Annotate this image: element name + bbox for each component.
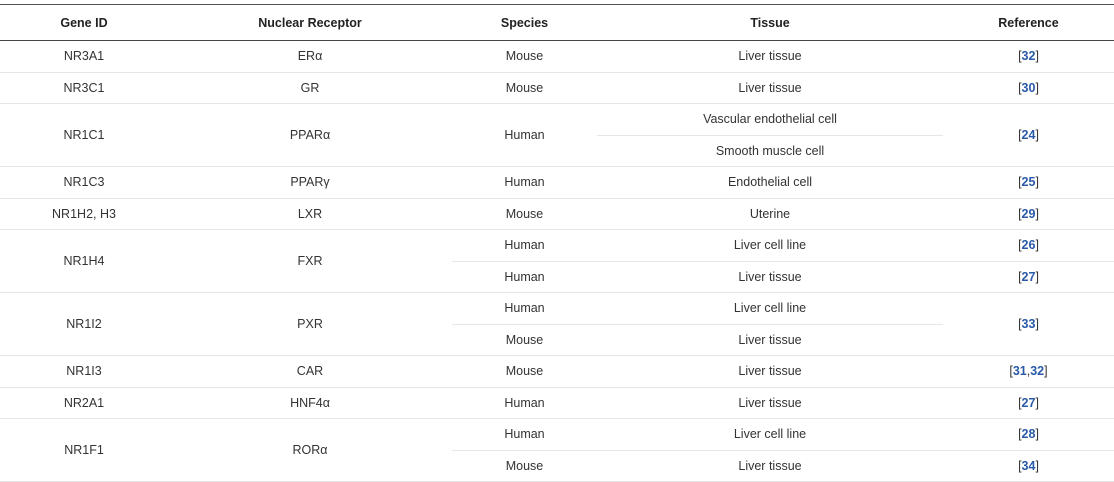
reference-cell: [29] — [943, 198, 1114, 230]
gene-id-cell: NR2A1 — [0, 387, 168, 419]
gene-id-cell: NR1I3 — [0, 356, 168, 388]
reference-cell: [33] — [943, 293, 1114, 356]
species-cell: Mouse — [452, 356, 597, 388]
header-gene-id: Gene ID — [0, 5, 168, 41]
tissue-cell: Liver tissue — [597, 261, 943, 293]
reference-cell: [34] — [943, 450, 1114, 482]
species-cell: Human — [452, 261, 597, 293]
gene-id-cell: NR3A1 — [0, 41, 168, 73]
receptor-cell: LXR — [168, 198, 452, 230]
receptor-cell: CAR — [168, 356, 452, 388]
reference-cell: [26] — [943, 230, 1114, 262]
receptor-cell: GR — [168, 72, 452, 104]
tissue-cell: Liver tissue — [597, 72, 943, 104]
reference-link[interactable]: 33 — [1021, 317, 1036, 331]
species-cell: Human — [452, 293, 597, 325]
table-row — [0, 356, 1114, 388]
gene-id-cell: NR1I2 — [0, 293, 168, 356]
species-cell: Human — [452, 104, 597, 167]
table-row — [0, 293, 1114, 325]
receptor-cell: ERα — [168, 41, 452, 73]
tissue-cell: Liver tissue — [597, 324, 943, 356]
reference-link[interactable]: 28 — [1021, 427, 1036, 442]
species-cell: Human — [452, 167, 597, 199]
tissue-cell: Endothelial cell — [597, 167, 943, 199]
gene-id-cell: NR1C3 — [0, 167, 168, 199]
reference-cell: [32] — [943, 41, 1114, 73]
nuclear-receptor-table — [0, 4, 1114, 482]
reference-cell: [27] — [943, 387, 1114, 419]
receptor-cell: PXR — [168, 293, 452, 356]
reference-cell: [31,32] — [943, 356, 1114, 388]
gene-id-cell: NR1F1 — [0, 419, 168, 482]
gene-id-cell: NR1H4 — [0, 230, 168, 293]
reference-link[interactable]: 26 — [1021, 238, 1036, 253]
header-reference: Reference — [943, 5, 1114, 41]
reference-cell: [24] — [943, 104, 1114, 167]
reference-link[interactable]: 34 — [1021, 458, 1036, 473]
table-row — [0, 104, 1114, 136]
tissue-cell: Liver tissue — [597, 356, 943, 388]
reference-cell: [27] — [943, 261, 1114, 293]
species-cell: Mouse — [452, 41, 597, 73]
reference-link[interactable]: 32 — [1021, 49, 1036, 64]
reference-link[interactable]: 29 — [1021, 206, 1036, 221]
tissue-cell: Liver tissue — [597, 41, 943, 73]
reference-cell: [30] — [943, 72, 1114, 104]
species-cell: Human — [452, 419, 597, 451]
species-cell: Mouse — [452, 324, 597, 356]
species-cell: Mouse — [452, 72, 597, 104]
tissue-cell: Liver cell line — [597, 419, 943, 451]
table-row — [0, 230, 1114, 262]
gene-id-cell: NR1H2, H3 — [0, 198, 168, 230]
receptor-cell: PPARα — [168, 104, 452, 167]
table-row — [0, 41, 1114, 73]
table-row — [0, 167, 1114, 199]
header-tissue: Tissue — [597, 5, 943, 41]
reference-cell: [25] — [943, 167, 1114, 199]
tissue-cell: Liver cell line — [597, 230, 943, 262]
tissue-cell: Liver tissue — [597, 387, 943, 419]
table-row — [0, 419, 1114, 451]
reference-link[interactable]: 30 — [1021, 80, 1036, 95]
receptor-cell: RORα — [168, 419, 452, 482]
header-nuclear-receptor: Nuclear Receptor — [168, 5, 452, 41]
gene-id-cell: NR1C1 — [0, 104, 168, 167]
species-cell: Mouse — [452, 450, 597, 482]
reference-link[interactable]: 24 — [1021, 128, 1036, 142]
tissue-cell: Uterine — [597, 198, 943, 230]
reference-link[interactable]: 25 — [1021, 175, 1036, 190]
receptor-cell: FXR — [168, 230, 452, 293]
tissue-cell: Vascular endothelial cell — [597, 104, 943, 136]
reference-cell: [28] — [943, 419, 1114, 451]
gene-id-cell: NR3C1 — [0, 72, 168, 104]
reference-link[interactable]: 31 — [1012, 364, 1027, 379]
species-cell: Human — [452, 230, 597, 262]
species-cell: Human — [452, 387, 597, 419]
species-cell: Mouse — [452, 198, 597, 230]
receptor-cell: PPARγ — [168, 167, 452, 199]
table-row — [0, 72, 1114, 104]
reference-link[interactable]: 32 — [1030, 364, 1045, 379]
reference-link[interactable]: 27 — [1021, 395, 1036, 410]
table-row — [0, 198, 1114, 230]
receptor-cell: HNF4α — [168, 387, 452, 419]
tissue-cell: Liver tissue — [597, 450, 943, 482]
tissue-cell: Liver cell line — [597, 293, 943, 325]
table-row — [0, 387, 1114, 419]
header-species: Species — [452, 5, 597, 41]
reference-link[interactable]: 27 — [1021, 269, 1036, 284]
header-row — [0, 5, 1114, 41]
tissue-cell: Smooth muscle cell — [597, 135, 943, 167]
